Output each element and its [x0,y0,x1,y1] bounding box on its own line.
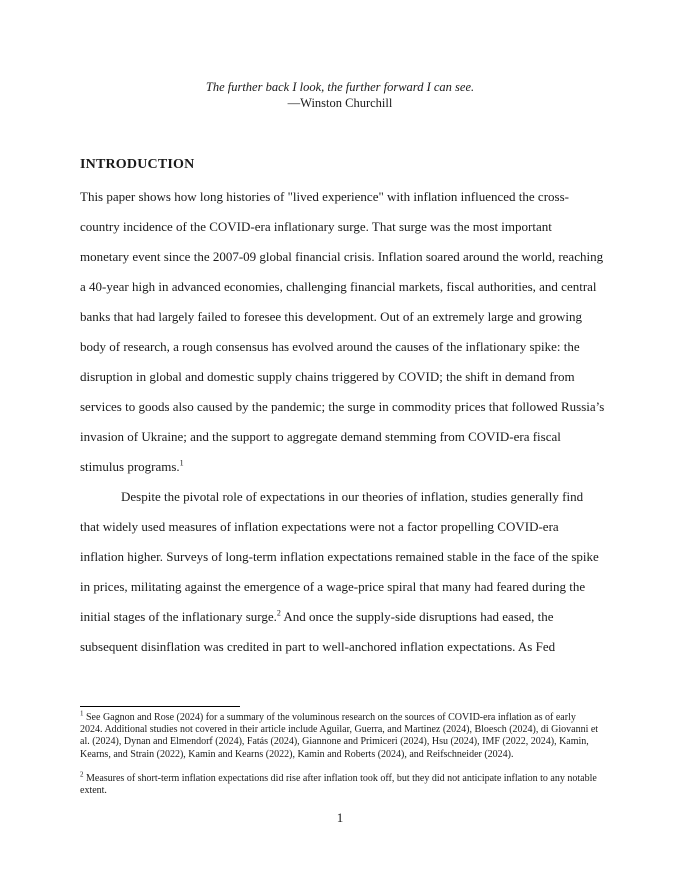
section-heading: INTRODUCTION [80,157,195,172]
body-line: invasion of Ukraine; and the support to aggregate demand stemming from COVID-era fiscal [80,429,561,444]
epigraph [0,79,680,111]
page-number: 1 [336,810,344,825]
body-line: inflation higher. Surveys of long-term inflation expectations remained stable in the face of the spike [80,549,599,564]
body-line: monetary event since the 2007-09 global financial crisis. Inflation soared around the world, reaching [80,249,604,264]
body-line: subsequent disinflation was credited in part to well-anchored inflation expectations. As Fed [80,639,556,654]
body-line: Despite the pivotal role of expectations in our theories of inflation, studies generally find [121,489,584,504]
body-line-text: initial stages of the inflationary surge. [80,609,277,624]
footnote-mark: 1 [80,709,84,718]
body-line-with-footnote [80,609,553,625]
body-line: a 40-year high in advanced economies, challenging financial markets, fiscal authorities, and central [80,279,597,294]
footnote-1 [80,709,600,761]
epigraph-author: —Winston Churchill [287,96,393,110]
body-line: disruption in global and domestic supply chains triggered by COVID; the shift in demand from [80,369,575,384]
body-line: country incidence of the COVID-era inflationary surge. That surge was the most important [80,219,552,234]
body-line-text: stimulus programs. [80,459,180,474]
body-line: banks that had largely failed to foresee this development. Out of an extremely large and growing [80,309,583,324]
footnote-text: See Gagnon and Rose (2024) for a summary of the voluminous research on the sources of COVID-era inflation as of early 2024. Additional studies not covered in their article include Aguilar, Guerra, and Martinez (2024), Bloesch (2024), di Giovanni et al. (2024), Dynan and Elmendorf (2024), Fatás (2024), Giannone and Primiceri (2024), Hsu (2024), IMF (2022, 2024), Kamin, Kearns, and Strain (2022), Kamin and Kearns (2022), Kamin and Roberts (2024), and Reifschneider (2024). [80,712,599,760]
footnote-text: Measures of short-term inflation expectations did rise after inflation took off, but they did not anticipate inflation to any notable extent. [80,773,597,797]
body-line: body of research, a rough consensus has evolved around the causes of the inflationary spike: the [80,339,580,354]
body-line: in prices, militating against the emergence of a wage-price spiral that many had feared during the [80,579,586,594]
footnote-divider [80,706,240,707]
body-line-with-footnote [80,459,184,475]
footnote-ref-1[interactable]: 1 [179,458,184,468]
epigraph-quote: The further back I look, the further forward I can see. [205,80,475,94]
footnote-ref-2[interactable]: 2 [276,608,281,618]
body-line: that widely used measures of inflation expectations were not a factor propelling COVID-era [80,519,559,534]
footnote-2 [80,770,600,797]
body-line-text: And once the supply-side disruptions had eased, the [280,609,554,624]
footnote-mark: 2 [80,770,84,779]
body-line: services to goods also caused by the pandemic; the surge in commodity prices that followed Russia’s [80,399,605,414]
body-line: This paper shows how long histories of "lived experience" with inflation influenced the cross- [80,189,569,204]
